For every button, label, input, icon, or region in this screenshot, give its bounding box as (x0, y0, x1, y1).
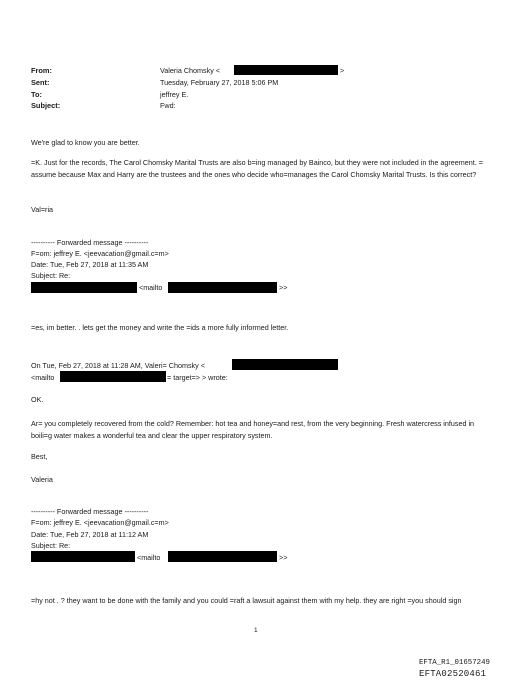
from-name: Valeria Chomsky < (160, 66, 220, 75)
mailto-text-2: <mailto (137, 553, 161, 562)
redaction-block (168, 551, 277, 562)
forwarded-subject-1: Subject: Re: (31, 271, 71, 280)
quote-on-line: On Tue, Feb 27, 2018 at 11:28 AM, Valeri= Chomsky < (31, 361, 205, 370)
quote-name: Valeria (31, 475, 53, 484)
signature-1: Val=ria (31, 205, 54, 214)
redaction-block (168, 282, 277, 293)
forwarded-heading-2: ---------- Forwarded message ---------- (31, 507, 149, 516)
quote-ok: OK. (31, 395, 44, 404)
forwarded-date-2: Date: Tue, Feb 27, 2018 at 11:12 AM (31, 530, 149, 539)
quote-target: = target=> > wrote: (167, 373, 228, 382)
forwarded-from-2: F=om: jeffrey E. <jeevacation@gmail.c=m> (31, 518, 169, 527)
to-value: jeffrey E. (160, 90, 189, 99)
sent-value: Tuesday, February 27, 2018 5:06 PM (160, 78, 279, 87)
body-line-1: We're glad to know you are better. (31, 138, 140, 147)
forwarded-subject-2: Subject: Re: (31, 541, 71, 550)
quote-mailto: <mailto (31, 373, 55, 382)
mailto-close-2: >> (279, 553, 288, 562)
mailto-text-1: <mailto (139, 283, 163, 292)
from-close: > (340, 66, 345, 75)
sent-label: Sent: (31, 78, 50, 87)
redaction-block (31, 551, 135, 562)
from-value (160, 66, 220, 75)
reply-line-1: =es, im better. . lets get the money and write the =ids a more fully informed letter. (31, 323, 289, 332)
subject-value: Fwd: (160, 101, 176, 110)
forwarded-date-1: Date: Tue, Feb 27, 2018 at 11:35 AM (31, 260, 149, 269)
bates-number-2: EFTA02520461 (419, 669, 487, 679)
forwarded-from-1: F=om: jeffrey E. <jeevacation@gmail.c=m> (31, 249, 169, 258)
quote-best: Best, (31, 452, 48, 461)
redaction-block (234, 65, 338, 75)
forwarded-heading-1: ---------- Forwarded message ---------- (31, 238, 149, 247)
from-label: From: (31, 66, 52, 75)
page-number: 1 (254, 627, 258, 634)
quote-paragraph: Ar= you completely recovered from the cold? Remember: hot tea and honey=and rest, from the very beginning. Fresh watercress infused in boili=g water makes a wonderful tea and clear the upper respiratory system. (31, 419, 475, 440)
mailto-close-1: >> (279, 283, 288, 292)
reply-line-2: =hy not . ? they want to be done with the family and you could =raft a lawsuit against them with my help. they are right =you should sign (31, 596, 462, 605)
redaction-block (232, 359, 338, 370)
bates-number-1: EFTA_R1_01657249 (419, 659, 490, 667)
subject-label: Subject: (31, 101, 61, 110)
redaction-block (31, 282, 137, 293)
to-label: To: (31, 90, 42, 99)
redaction-block (60, 371, 166, 382)
body-paragraph-2: =K. Just for the records, The Carol Chomsky Marital Trusts are also b=ing managed by Bainco, but they were not included in the agreement. = assume because Max and Harry are the trustees and the ones who decide who=manages the Carol Chomsky Marital Trusts. Is this correct? (31, 158, 483, 179)
